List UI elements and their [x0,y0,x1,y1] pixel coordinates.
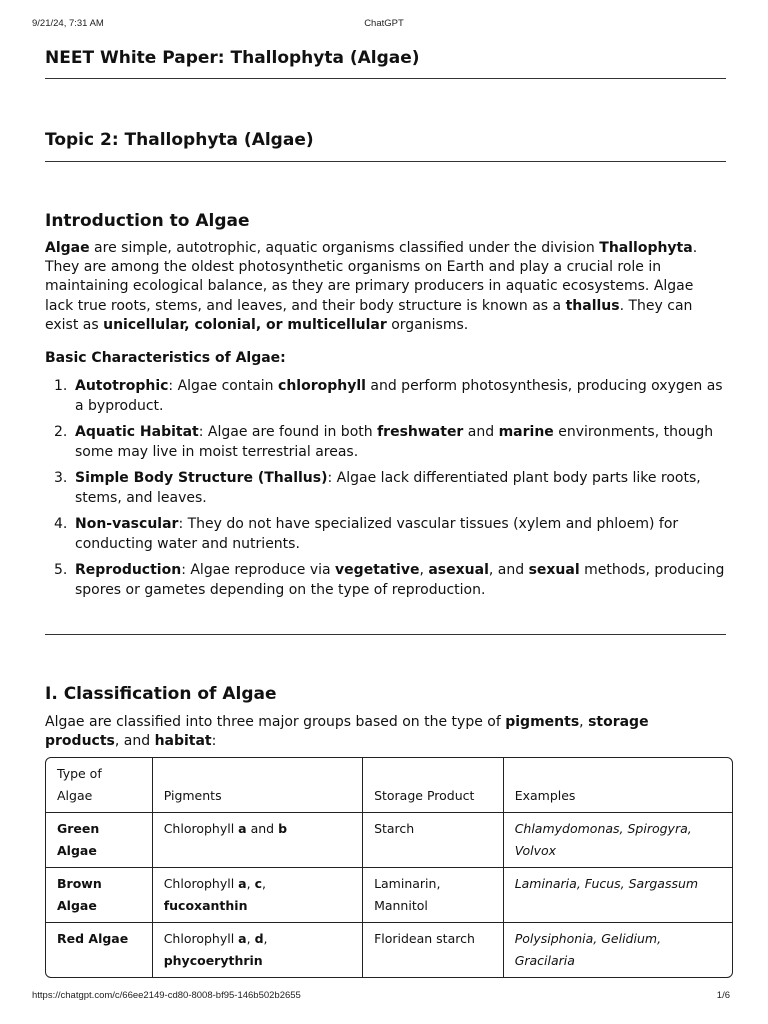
examples-cell: Laminaria, Fucus, Sargassum [504,868,732,923]
storage-cell: Floridean starch [363,923,504,977]
table-row [46,813,732,868]
pigments-cell: Chlorophyll a, c, fucoxanthin [153,868,363,923]
algae-type-cell: Red Algae [46,923,153,977]
algae-type-cell: Green Algae [46,813,153,868]
table-header-row [46,758,732,813]
column-header: Pigments [153,758,363,813]
classification-intro: Algae are classified into three major groups based on the type of pigments, storage products, and habitat: [45,714,649,750]
list-item: 3. Simple Body Structure (Thallus): Algae lack differentiated plant body parts like roots, stems, and leaves. [54,470,701,507]
print-app-name: ChatGPT [364,18,404,29]
document-title: NEET White Paper: Thallophyta (Algae) [45,48,420,68]
page-url: https://chatgpt.com/c/66ee2149-cd80-8008-bf95-146b502b2655 [32,990,301,1001]
print-header [32,18,736,32]
divider [45,78,726,79]
topic-heading: Topic 2: Thallophyta (Algae) [45,130,314,150]
intro-paragraph: Algae are simple, autotrophic, aquatic organisms classified under the division Thallophyta. They are among the oldest photosynthetic organisms on Earth and play a crucial role in maintaining ecological balance, as they are primary producers in aquatic ecosystems. Algae lack true roots, stems, and leaves, and their body structure is known as a thallus. They can exist as unicellular, colonial, or multicellular organisms. [45,240,698,333]
divider [45,161,726,162]
classification-table [45,757,733,978]
column-header: Type of Algae [46,758,153,813]
characteristics-list [45,376,726,600]
print-datetime: 9/21/24, 7:31 AM [32,18,104,29]
pigments-cell: Chlorophyll a, d, phycoerythrin [153,923,363,977]
table-row [46,923,732,977]
divider [45,634,726,635]
algae-type-cell: Brown Algae [46,868,153,923]
column-header: Examples [504,758,732,813]
print-footer [32,990,736,1004]
column-header: Storage Product [363,758,504,813]
pigments-cell: Chlorophyll a and b [153,813,363,868]
examples-cell: Chlamydomonas, Spirogyra, Volvox [504,813,732,868]
examples-cell: Polysiphonia, Gelidium, Gracilaria [514,931,662,969]
list-item: 5. Reproduction: Algae reproduce via vegetative, asexual, and sexual methods, producing spores or gametes depending on the type of reproduction. [54,562,725,599]
list-item: 1. Autotrophic: Algae contain chlorophyll and perform photosynthesis, producing oxygen as a byproduct. [54,378,723,415]
list-item: 4. Non-vascular: They do not have specialized vascular tissues (xylem and phloem) for conducting water and nutrients. [54,516,679,553]
intro-heading: Introduction to Algae [45,211,250,231]
table-row [46,868,732,923]
storage-cell: Starch [363,813,504,868]
page-number: 1/6 [716,990,730,1001]
classification-heading: I. Classification of Algae [45,684,277,705]
storage-cell: Laminarin, Mannitol [363,868,504,923]
document-body [45,44,726,978]
list-item: 2. Aquatic Habitat: Algae are found in both freshwater and marine environments, though some may live in moist terrestrial areas. [54,424,714,461]
characteristics-heading: Basic Characteristics of Algae: [45,350,286,367]
